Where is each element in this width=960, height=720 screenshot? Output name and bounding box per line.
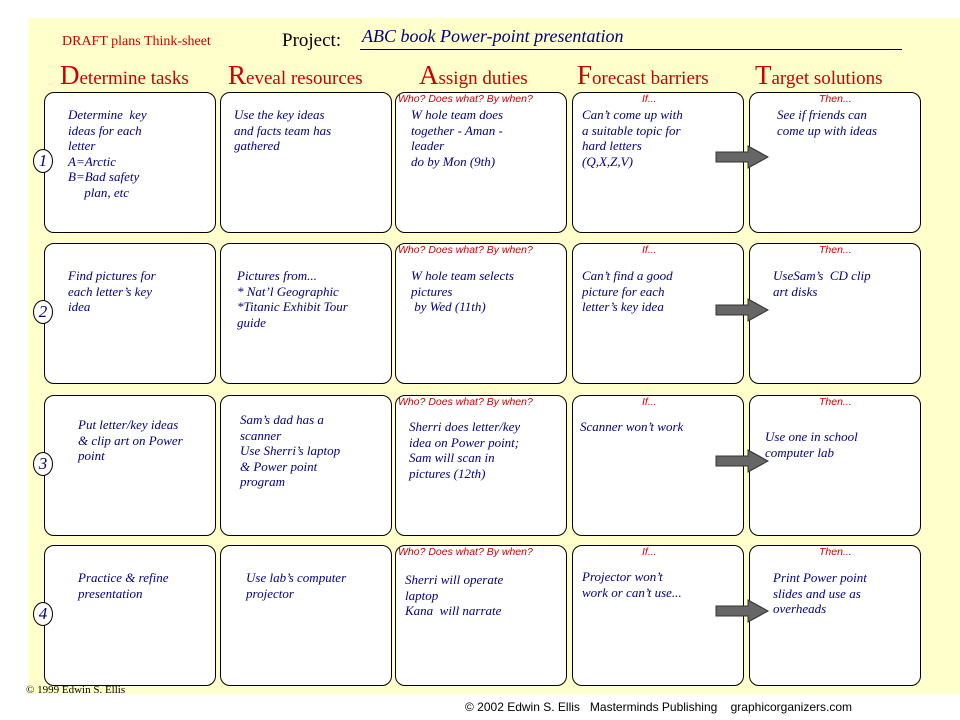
cell-text-row-1-forecast-barriers: Can’t come up with a suitable topic for hard letters (Q,X,Z,V) xyxy=(582,107,683,169)
cell-text-row-2-reveal-resources: Pictures from... * Nat’l Geographic *Titanic Exhibit Tour guide xyxy=(237,268,348,330)
column-heading-assign-duties: Assign duties xyxy=(419,60,528,90)
hint-assign-row-1: Who? Does what? By when? xyxy=(398,93,533,105)
cell-text-row-4-target-solutions: Print Power point slides and use as overheads xyxy=(773,570,867,616)
row-number-badge: 1 xyxy=(33,149,53,173)
hint-target-row-3: Then... xyxy=(819,396,852,408)
hint-target-row-2: Then... xyxy=(819,244,852,256)
cell-text-row-4-assign-duties: Sherri will operate laptop Kana will narrate xyxy=(405,572,504,618)
cell-text-row-4-reveal-resources: Use lab’s computer projector xyxy=(246,570,347,601)
hint-forecast-row-1: If... xyxy=(642,93,657,105)
column-heading-forecast-barriers: Forecast barriers xyxy=(577,60,709,90)
cell-text-row-3-determine-tasks: Put letter/key ideas & clip art on Power point xyxy=(78,417,183,463)
cell-text-row-1-target-solutions: See if friends can come up with ideas xyxy=(777,107,878,138)
arrow-right-icon xyxy=(714,599,770,623)
cell-text-row-2-target-solutions: UseSam’s CD clip art disks xyxy=(773,268,871,299)
cell-text-row-1-determine-tasks: Determine key ideas for each letter A=Arctic B=Bad safety plan, etc xyxy=(68,107,147,200)
cell-text-row-3-reveal-resources: Sam’s dad has a scanner Use Sherri’s laptop & Power point program xyxy=(240,412,341,489)
copyright-1999: © 1999 Edwin S. Ellis xyxy=(26,684,126,696)
hint-forecast-row-3: If... xyxy=(642,396,657,408)
draft-label: DRAFT plans Think-sheet xyxy=(62,34,211,49)
row-number-badge: 2 xyxy=(33,300,53,324)
hint-forecast-row-2: If... xyxy=(642,244,657,256)
copyright-2002: © 2002 Edwin S. Ellis Masterminds Publishing graphicorganizers.com xyxy=(465,700,853,714)
cell-row-4-reveal-resources xyxy=(220,545,392,686)
cell-row-3-target-solutions xyxy=(749,395,921,536)
hint-assign-row-2: Who? Does what? By when? xyxy=(398,244,533,256)
cell-text-row-2-determine-tasks: Find pictures for each letter’s key idea xyxy=(68,268,156,314)
cell-row-2-target-solutions xyxy=(749,243,921,384)
cell-text-row-3-forecast-barriers: Scanner won’t work xyxy=(580,419,684,434)
cell-text-row-3-assign-duties: Sherri does letter/key idea on Power point; Sam will scan in pictures (12th) xyxy=(409,419,521,481)
cell-text-row-3-target-solutions: Use one in school computer lab xyxy=(765,429,858,460)
cell-text-row-2-assign-duties: W hole team selects pictures by Wed (11th) xyxy=(411,268,514,314)
hint-assign-row-4: Who? Does what? By when? xyxy=(398,546,533,558)
project-underline xyxy=(360,49,902,50)
cell-text-row-4-forecast-barriers: Projector won’t work or can’t use... xyxy=(582,569,682,600)
column-heading-determine-tasks: Determine tasks xyxy=(60,60,189,90)
hint-target-row-4: Then... xyxy=(819,546,852,558)
row-number-badge: 4 xyxy=(33,602,53,626)
row-number-badge: 3 xyxy=(33,452,53,476)
arrow-right-icon xyxy=(714,145,770,169)
column-heading-reveal-resources: Reveal resources xyxy=(228,60,363,90)
project-value: ABC book Power-point presentation xyxy=(362,26,624,46)
cell-row-4-determine-tasks xyxy=(44,545,216,686)
column-heading-target-solutions: Target solutions xyxy=(755,60,883,90)
cell-text-row-1-assign-duties: W hole team does together - Aman - leader do by Mon (9th) xyxy=(411,107,504,169)
hint-forecast-row-4: If... xyxy=(642,546,657,558)
cell-text-row-4-determine-tasks: Practice & refine presentation xyxy=(78,570,169,601)
cell-text-row-2-forecast-barriers: Can’t find a good picture for each letter’s key idea xyxy=(582,268,673,314)
cell-text-row-1-reveal-resources: Use the key ideas and facts team has gathered xyxy=(234,107,332,153)
arrow-right-icon xyxy=(714,449,770,473)
hint-target-row-1: Then... xyxy=(819,93,852,105)
arrow-right-icon xyxy=(714,298,770,322)
project-label: Project: xyxy=(282,30,342,51)
hint-assign-row-3: Who? Does what? By when? xyxy=(398,396,533,408)
